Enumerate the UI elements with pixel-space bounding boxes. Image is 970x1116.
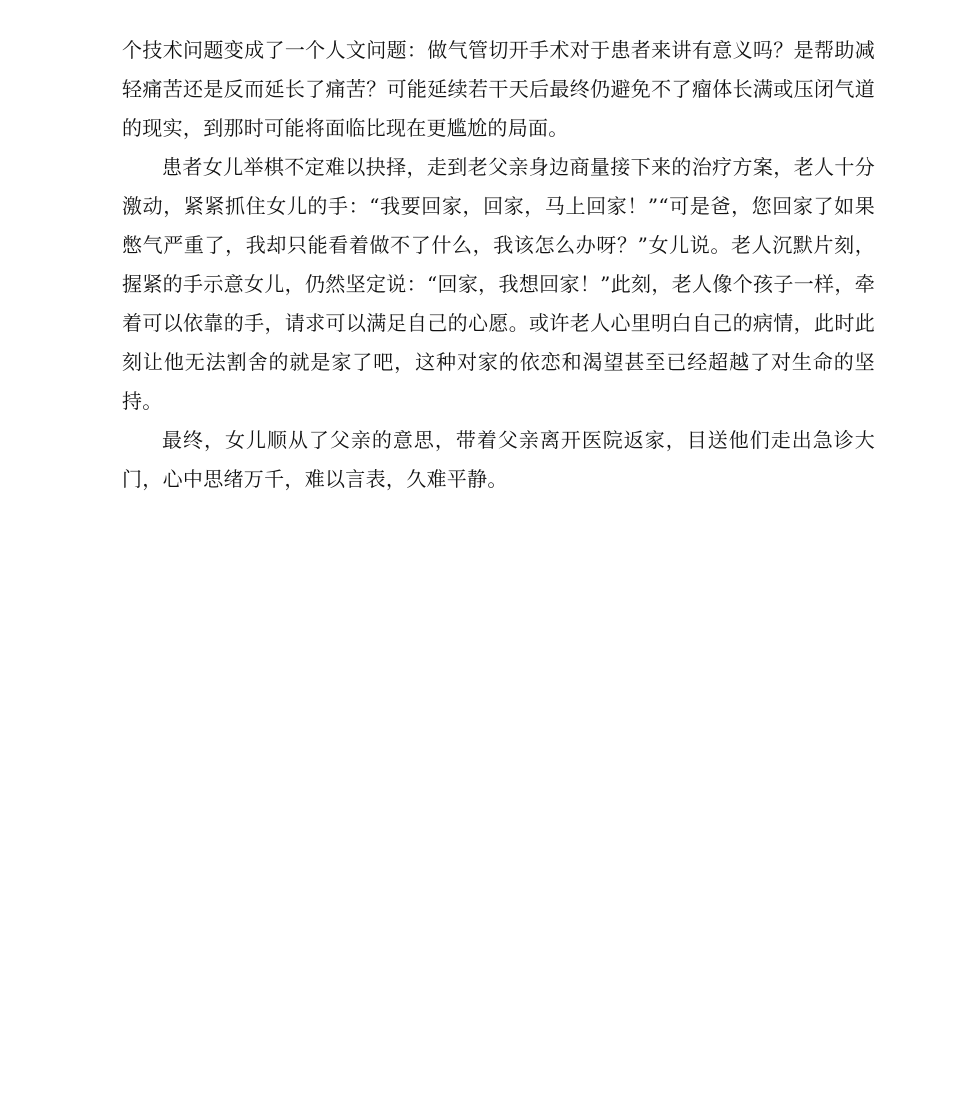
paragraph-daughter-dilemma: 患者女儿举棋不定难以抉择，走到老父亲身边商量接下来的治疗方案，老人十分激动，紧紧抓住女儿的手：“我要回家，回家，马上回家！”“可是爸，您回家了如果憋气严重了，我却只能看着做不了什么，我该怎么办呀？”女儿说。老人沉默片刻，握紧的手示意女儿，仍然坚定说：“回家，我想回家！”此刻，老人像个孩子一样，牵着可以依靠的手，请求可以满足自己的心愿。或许老人心里明白自己的病情，此时此刻让他无法割舍的就是家了吧，这种对家的依恋和渴望甚至已经超越了对生命的坚持。 bbox=[122, 155, 875, 413]
paragraph-continuation: 个技术问题变成了一个人文问题：做气管切开手术对于患者来讲有意义吗？是帮助减轻痛苦还是反而延长了痛苦？可能延续若干天后最终仍避免不了瘤体长满或压闭气道的现实，到那时可能将面临比现在更尴尬的局面。 bbox=[122, 38, 875, 140]
document-page bbox=[122, 31, 875, 499]
paragraph-conclusion: 最终，女儿顺从了父亲的意思，带着父亲离开医院返家，目送他们走出急诊大门，心中思绪万千，难以言表，久难平静。 bbox=[122, 428, 875, 491]
